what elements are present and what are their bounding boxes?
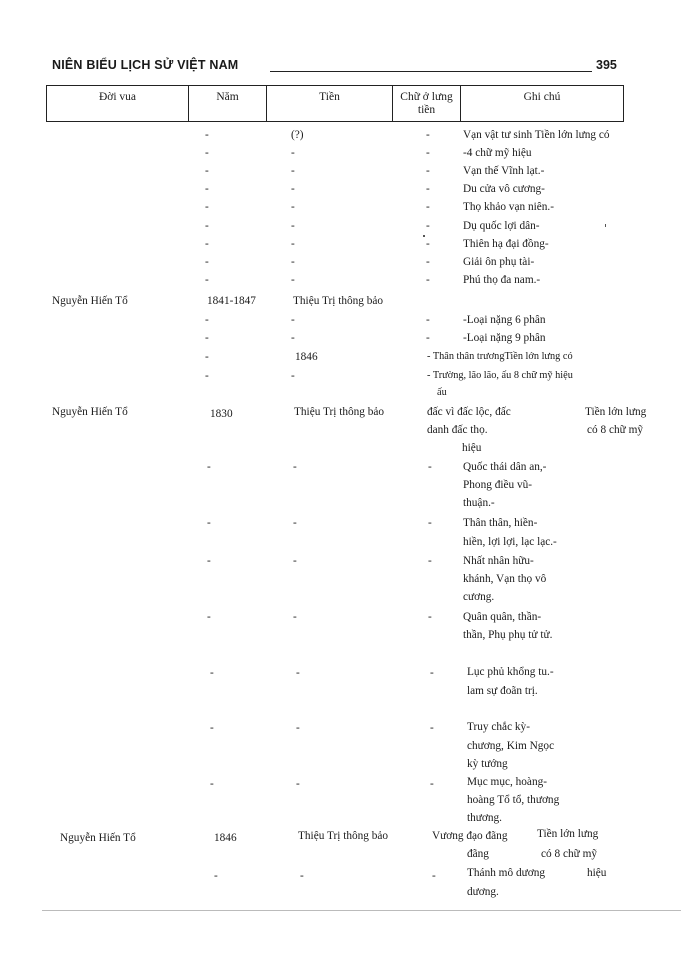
- table-cell: -: [426, 201, 430, 213]
- table-cell: -: [205, 370, 209, 382]
- column-header-nam: Năm: [189, 86, 267, 121]
- table-cell: cương.: [463, 591, 495, 603]
- table-cell: 1846: [295, 351, 318, 363]
- table-cell: ấu: [437, 387, 447, 398]
- table-cell: -: [210, 778, 214, 790]
- table-cell: -: [426, 147, 430, 159]
- table-cell: hiệu: [462, 442, 482, 454]
- table-cell: -: [296, 722, 300, 734]
- table-cell: -: [291, 274, 295, 286]
- table-cell: -: [293, 517, 297, 529]
- table-cell: có 8 chữ mỹ: [587, 424, 644, 436]
- table-cell: -: [426, 220, 430, 232]
- table-cell: đấc vì đấc lộc, đấc: [427, 406, 511, 418]
- table-cell: -Loại nặng 9 phân: [463, 332, 546, 344]
- table-cell: thuận.-: [463, 497, 495, 509]
- table-cell: -4 chữ mỹ hiệu: [463, 147, 532, 159]
- table-cell: -: [207, 461, 211, 473]
- table-cell: Truy chắc kỳ-: [467, 721, 530, 733]
- column-header-ghi-chu: Ghi chú: [523, 91, 561, 103]
- table-cell: -: [430, 778, 434, 790]
- table-cell: Thiên hạ đại đồng-: [463, 238, 549, 250]
- table-cell: Nguyễn Hiến Tổ: [60, 832, 136, 844]
- table-cell: -: [426, 129, 430, 141]
- table-cell: -: [291, 220, 295, 232]
- table-cell: Du cửa vô cương-: [463, 183, 545, 195]
- table-cell: -: [428, 555, 432, 567]
- print-speck: [423, 235, 425, 237]
- table-cell: -: [291, 147, 295, 159]
- table-cell: -: [210, 667, 214, 679]
- table-cell: hiền, lợi lợi, lạc lạc.-: [463, 536, 557, 548]
- table-cell: Nguyễn Hiến Tổ: [52, 295, 128, 307]
- table-cell: -: [291, 314, 295, 326]
- table-cell: -: [207, 517, 211, 529]
- table-cell: hiệu: [587, 867, 607, 879]
- table-cell: -: [205, 332, 209, 344]
- table-cell: Tiền lớn lưng: [537, 828, 599, 840]
- table-cell: -: [293, 555, 297, 567]
- table-cell: thương.: [467, 812, 503, 824]
- column-header-doi-vua: Đời vua: [47, 86, 189, 121]
- table-cell: -: [426, 238, 430, 250]
- table-cell: -: [205, 351, 209, 363]
- table-cell: -: [291, 370, 295, 382]
- table-cell: dương.: [467, 886, 499, 898]
- table-cell: Giải ôn phụ tài-: [463, 256, 535, 268]
- table-cell: Nhất nhân hữu-: [463, 555, 534, 567]
- table-cell: 1846: [214, 832, 237, 844]
- table-cell: Quốc thái dân an,-: [463, 461, 547, 473]
- table-cell: -Loại nặng 6 phân: [463, 314, 546, 326]
- table-cell: chương, Kim Ngọc: [467, 740, 555, 752]
- table-cell: Phú thọ đa nam.-: [463, 274, 541, 286]
- table-cell: -: [428, 461, 432, 473]
- table-cell: Thân thân, hiền-: [463, 517, 538, 529]
- table-cell: Vương đạo đãng: [432, 830, 508, 842]
- table-cell: -: [296, 778, 300, 790]
- table-cell: Nguyễn Hiến Tổ: [52, 406, 128, 418]
- table-cell: -: [296, 667, 300, 679]
- table-cell: -: [291, 256, 295, 268]
- table-cell: -: [291, 332, 295, 344]
- print-speck: [605, 224, 606, 227]
- table-cell: -: [430, 722, 434, 734]
- table-cell: -: [428, 611, 432, 623]
- table-cell: Tiền lớn lưng: [585, 406, 647, 418]
- table-cell: Thiệu Trị thông bảo: [294, 406, 385, 418]
- table-cell: -: [291, 183, 295, 195]
- table-cell: -: [205, 165, 209, 177]
- table-cell: Vạn vật tư sinh Tiền lớn lưng có: [463, 129, 610, 141]
- table-cell: -: [426, 274, 430, 286]
- table-cell: Lục phủ khổng tu.-: [467, 666, 554, 678]
- table-cell: -: [205, 183, 209, 195]
- table-cell: Thánh mô dương: [467, 867, 545, 879]
- table-cell: -: [426, 256, 430, 268]
- table-cell: 1841-1847: [207, 295, 256, 307]
- table-cell: Mục mục, hoàng-: [467, 776, 547, 788]
- table-cell: -: [426, 165, 430, 177]
- table-cell: (?): [291, 129, 304, 141]
- table-cell: -: [205, 220, 209, 232]
- table-cell: -: [300, 870, 304, 882]
- table-cell: -: [210, 722, 214, 734]
- table-cell: -: [205, 201, 209, 213]
- table-cell: -: [426, 332, 430, 344]
- table-cell: thần, Phụ phụ tử tử.: [463, 629, 553, 641]
- page-bottom-rule: [42, 910, 681, 911]
- table-header: [46, 85, 624, 122]
- table-cell: có 8 chữ mỹ: [541, 848, 598, 860]
- table-cell: Dụ quốc lợi dân-: [463, 220, 540, 232]
- table-cell: hoàng Tổ tổ, thương: [467, 794, 560, 806]
- table-cell: -: [426, 183, 430, 195]
- table-cell: -: [205, 129, 209, 141]
- table-cell: - Thân thân trươngTiền lớn lưng có: [427, 351, 573, 362]
- table-cell: -: [205, 274, 209, 286]
- table-cell: -: [426, 314, 430, 326]
- table-cell: Phong điều vũ-: [463, 479, 533, 491]
- column-header-tien: Tiền: [267, 86, 393, 121]
- table-cell: đãng: [467, 848, 489, 860]
- table-cell: danh đấc thọ.: [427, 424, 488, 436]
- table-cell: -: [428, 517, 432, 529]
- table-cell: kỳ tướng: [467, 758, 508, 770]
- page-title: NIÊN BIỂU LỊCH SỬ VIỆT NAM: [52, 58, 239, 72]
- table-cell: -: [293, 461, 297, 473]
- table-cell: -: [432, 870, 436, 882]
- table-cell: - Trường, lão lão, ấu 8 chữ mỹ hiệu: [427, 370, 573, 381]
- table-cell: -: [291, 201, 295, 213]
- table-cell: -: [205, 147, 209, 159]
- table-cell: Thiệu Trị thông bảo: [293, 295, 384, 307]
- table-cell: -: [291, 238, 295, 250]
- table-cell: -: [430, 667, 434, 679]
- table-cell: Thọ khảo vạn niên.-: [463, 201, 554, 213]
- table-cell: lam sự đoãn trị.: [467, 685, 538, 697]
- header-rule: [270, 71, 592, 72]
- table-cell: -: [205, 256, 209, 268]
- table-cell: -: [214, 870, 218, 882]
- page-number: 395: [596, 58, 617, 72]
- table-cell: khánh, Vạn thọ vô: [463, 573, 547, 585]
- table-cell: Quân quân, thần-: [463, 611, 542, 623]
- table-cell: Thiệu Trị thông bảo: [298, 830, 389, 842]
- table-cell: Vạn thế Vĩnh lạt.-: [463, 165, 545, 177]
- table-cell: -: [205, 314, 209, 326]
- table-cell: 1830: [210, 408, 233, 420]
- table-cell: -: [207, 611, 211, 623]
- table-cell: -: [291, 165, 295, 177]
- column-header-chu-o-lung-tien: Chữ ở lưng tiền: [393, 86, 461, 121]
- table-cell: -: [205, 238, 209, 250]
- table-cell: -: [293, 611, 297, 623]
- table-cell: -: [207, 555, 211, 567]
